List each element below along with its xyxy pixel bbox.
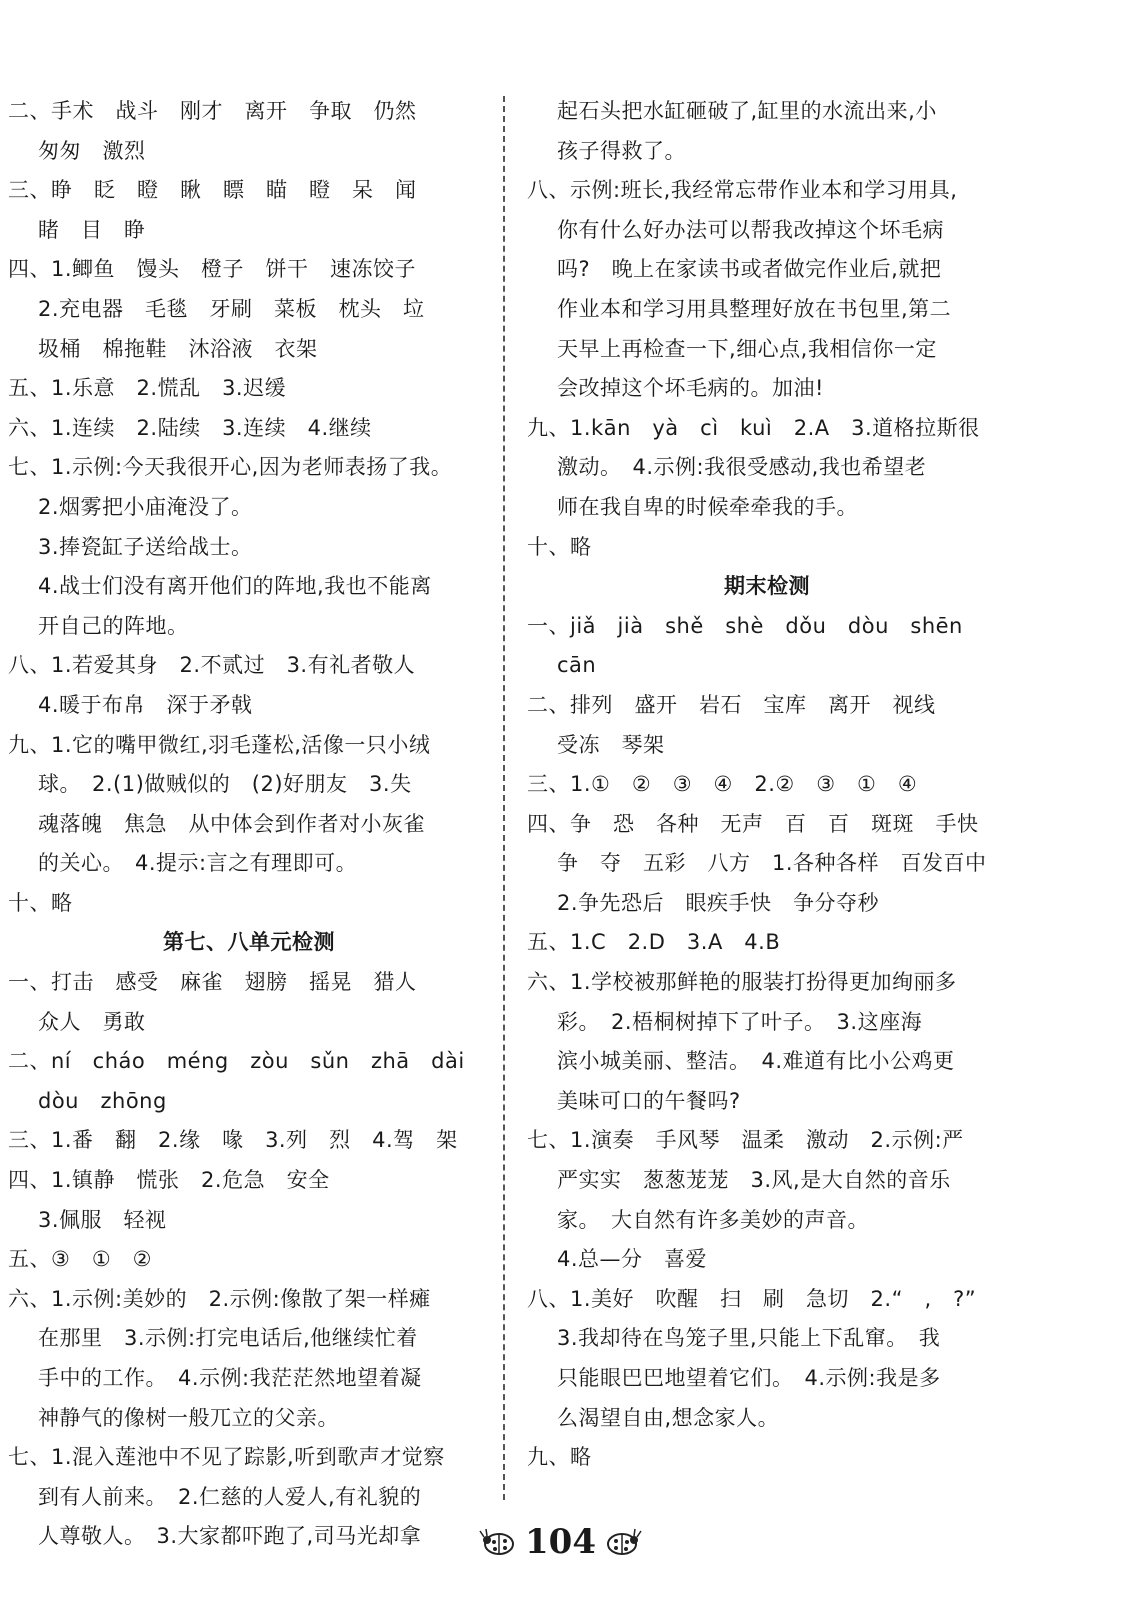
answer-line: 人尊敬人。 3.大家都吓跑了,司马光却拿 [38,1524,422,1549]
answer-line: 九、1.它的嘴甲微红,羽毛蓬松,活像一只小绒 [8,732,431,757]
answer-line: 起石头把水缸砸破了,缸里的水流出来,小 [557,99,937,123]
answer-line: 魂落魄 焦急 从中体会到作者对小灰雀 [38,811,425,836]
answer-line: 4.暖于布帛 深于矛戟 [38,692,253,717]
answer-line: 一、打击 感受 麻雀 翅膀 摇晃 猎人 [8,970,417,995]
section-title: 期末检测 [724,574,810,599]
ladybug-icon [479,1527,517,1557]
answer-line: 4.总—分 喜爱 [557,1247,708,1272]
answer-line: 匆匆 激烈 [38,138,146,163]
column-divider [503,96,505,1500]
answer-line: 开自己的阵地。 [38,613,189,638]
answer-line: dòu zhōng [38,1088,167,1113]
answer-line: 在那里 3.示例:打完电话后,他继续忙着 [38,1326,418,1351]
answer-line: 3.佩服 轻视 [38,1207,167,1232]
answer-line: 激动。 4.示例:我很受感动,我也希望老 [557,455,927,480]
answer-line: 作业本和学习用具整理好放在书包里,第二 [557,296,952,321]
answer-line: 美味可口的午餐吗? [557,1088,741,1113]
answer-line: 五、1.乐意 2.慌乱 3.迟缓 [8,376,287,401]
answer-line: 严实实 葱葱茏茏 3.风,是大自然的音乐 [557,1168,951,1193]
answer-line: 手中的工作。 4.示例:我茫茫然地望着凝 [38,1366,422,1390]
answer-line: 二、排列 盛开 岩石 宝库 离开 视线 [527,692,936,717]
answer-line: 受冻 琴架 [557,732,665,757]
answer-line: 三、1.① ② ③ ④ 2.② ③ ① ④ [527,772,918,797]
answer-line: 师在我自卑的时候牵牵我的手。 [557,494,858,519]
answer-line: 二、ní cháo méng zòu sǔn zhā dài [8,1049,465,1074]
answer-line: 四、1.镇静 慌张 2.危急 安全 [8,1168,330,1193]
answer-line: 三、1.番 翻 2.缘 喙 3.列 烈 4.驾 架 [8,1128,458,1153]
answer-line: 会改掉这个坏毛病的。加油! [557,376,824,401]
answer-line: 争 夺 五彩 八方 1.各种各样 百发百中 [557,851,987,876]
answer-line: 四、争 恐 各种 无声 百 百 斑斑 手快 [527,811,979,836]
answer-line: 彩。 2.梧桐树掉下了叶子。 3.这座海 [557,1009,923,1034]
answer-line: 五、1.C 2.D 3.A 4.B [527,930,781,955]
answer-line: 九、1.kān yà cì kuì 2.A 3.道格拉斯很 [527,415,980,440]
answer-line: 2.充电器 毛毯 牙刷 菜板 枕头 垃 [38,296,425,321]
answer-line: 三、睁 眨 瞪 瞅 瞟 瞄 瞪 呆 闻 [8,178,417,203]
answer-line: 二、手术 战斗 刚才 离开 争取 仍然 [8,99,417,123]
left-column [8,92,490,1557]
answer-line: 球。 2.(1)做贼似的 (2)好朋友 3.失 [38,772,412,797]
answer-line: 的关心。 4.提示:言之有理即可。 [38,851,358,876]
answer-line: 六、1.连续 2.陆续 3.连续 4.继续 [8,415,372,440]
answer-line: 孩子得救了。 [557,138,686,163]
answer-line: 七、1.示例:今天我很开心,因为老师表扬了我。 [8,455,453,480]
answer-line: 到有人前来。 2.仁慈的人爱人,有礼貌的 [38,1484,422,1509]
answer-line: 七、1.演奏 手风琴 温柔 激动 2.示例:严 [527,1128,964,1153]
answer-line: 一、jiǎ jià shě shè dǒu dòu shēn [527,613,963,638]
answer-line: 2.争先恐后 眼疾手快 争分夺秒 [557,890,880,915]
answer-line: 八、示例:班长,我经常忘带作业本和学习用具, [527,178,958,203]
answer-line: 滨小城美丽、整洁。 4.难道有比小公鸡更 [557,1049,955,1074]
answer-line: 吗? 晚上在家读书或者做完作业后,就把 [557,257,942,282]
answer-line: 家。 大自然有许多美妙的声音。 [557,1207,869,1232]
answer-line: 九、略 [527,1445,592,1470]
answer-line: 3.我却待在鸟笼子里,只能上下乱窜。 我 [557,1326,941,1351]
answer-line: 天早上再检查一下,细心点,我相信你一定 [557,336,937,361]
answer-line: cān [557,653,597,678]
answer-line: 七、1.混入莲池中不见了踪影,听到歌声才觉察 [8,1445,445,1470]
answer-line: 十、略 [8,890,73,915]
right-column [527,92,1007,1478]
answer-line: 4.战士们没有离开他们的阵地,我也不能离 [38,574,432,599]
answer-line: 八、1.美好 吹醒 扫 刷 急切 2.“ , ?” [527,1286,977,1311]
answer-line: 只能眼巴巴地望着它们。 4.示例:我是多 [557,1366,941,1390]
answer-line: 神静气的像树一般兀立的父亲。 [38,1405,339,1430]
answer-line: 睹 目 睁 [38,217,146,242]
answer-line: 六、1.学校被那鲜艳的服装打扮得更加绚丽多 [527,970,957,995]
answer-line: 你有什么好办法可以帮我改掉这个坏毛病 [557,217,944,242]
answer-line: 八、1.若爱其身 2.不贰过 3.有礼者敬人 [8,653,416,678]
answer-line: 四、1.鲫鱼 馒头 橙子 饼干 速冻饺子 [8,257,417,282]
page-footer [0,1512,1121,1572]
ladybug-icon [604,1527,642,1557]
answer-line: 2.烟雾把小庙淹没了。 [38,494,253,519]
section-title: 第七、八单元检测 [163,930,335,955]
answer-line: 五、③ ① ② [8,1247,152,1272]
answer-line: 圾桶 棉拖鞋 沐浴液 衣架 [38,336,318,361]
answer-line: 十、略 [527,534,592,559]
answer-line: 3.捧瓷缸子送给战士。 [38,534,253,559]
answer-line: 么渴望自由,想念家人。 [557,1405,780,1430]
answer-line: 众人 勇敢 [38,1009,146,1034]
page-number: 104 [525,1522,596,1562]
answer-line: 六、1.示例:美妙的 2.示例:像散了架一样瘫 [8,1286,431,1311]
